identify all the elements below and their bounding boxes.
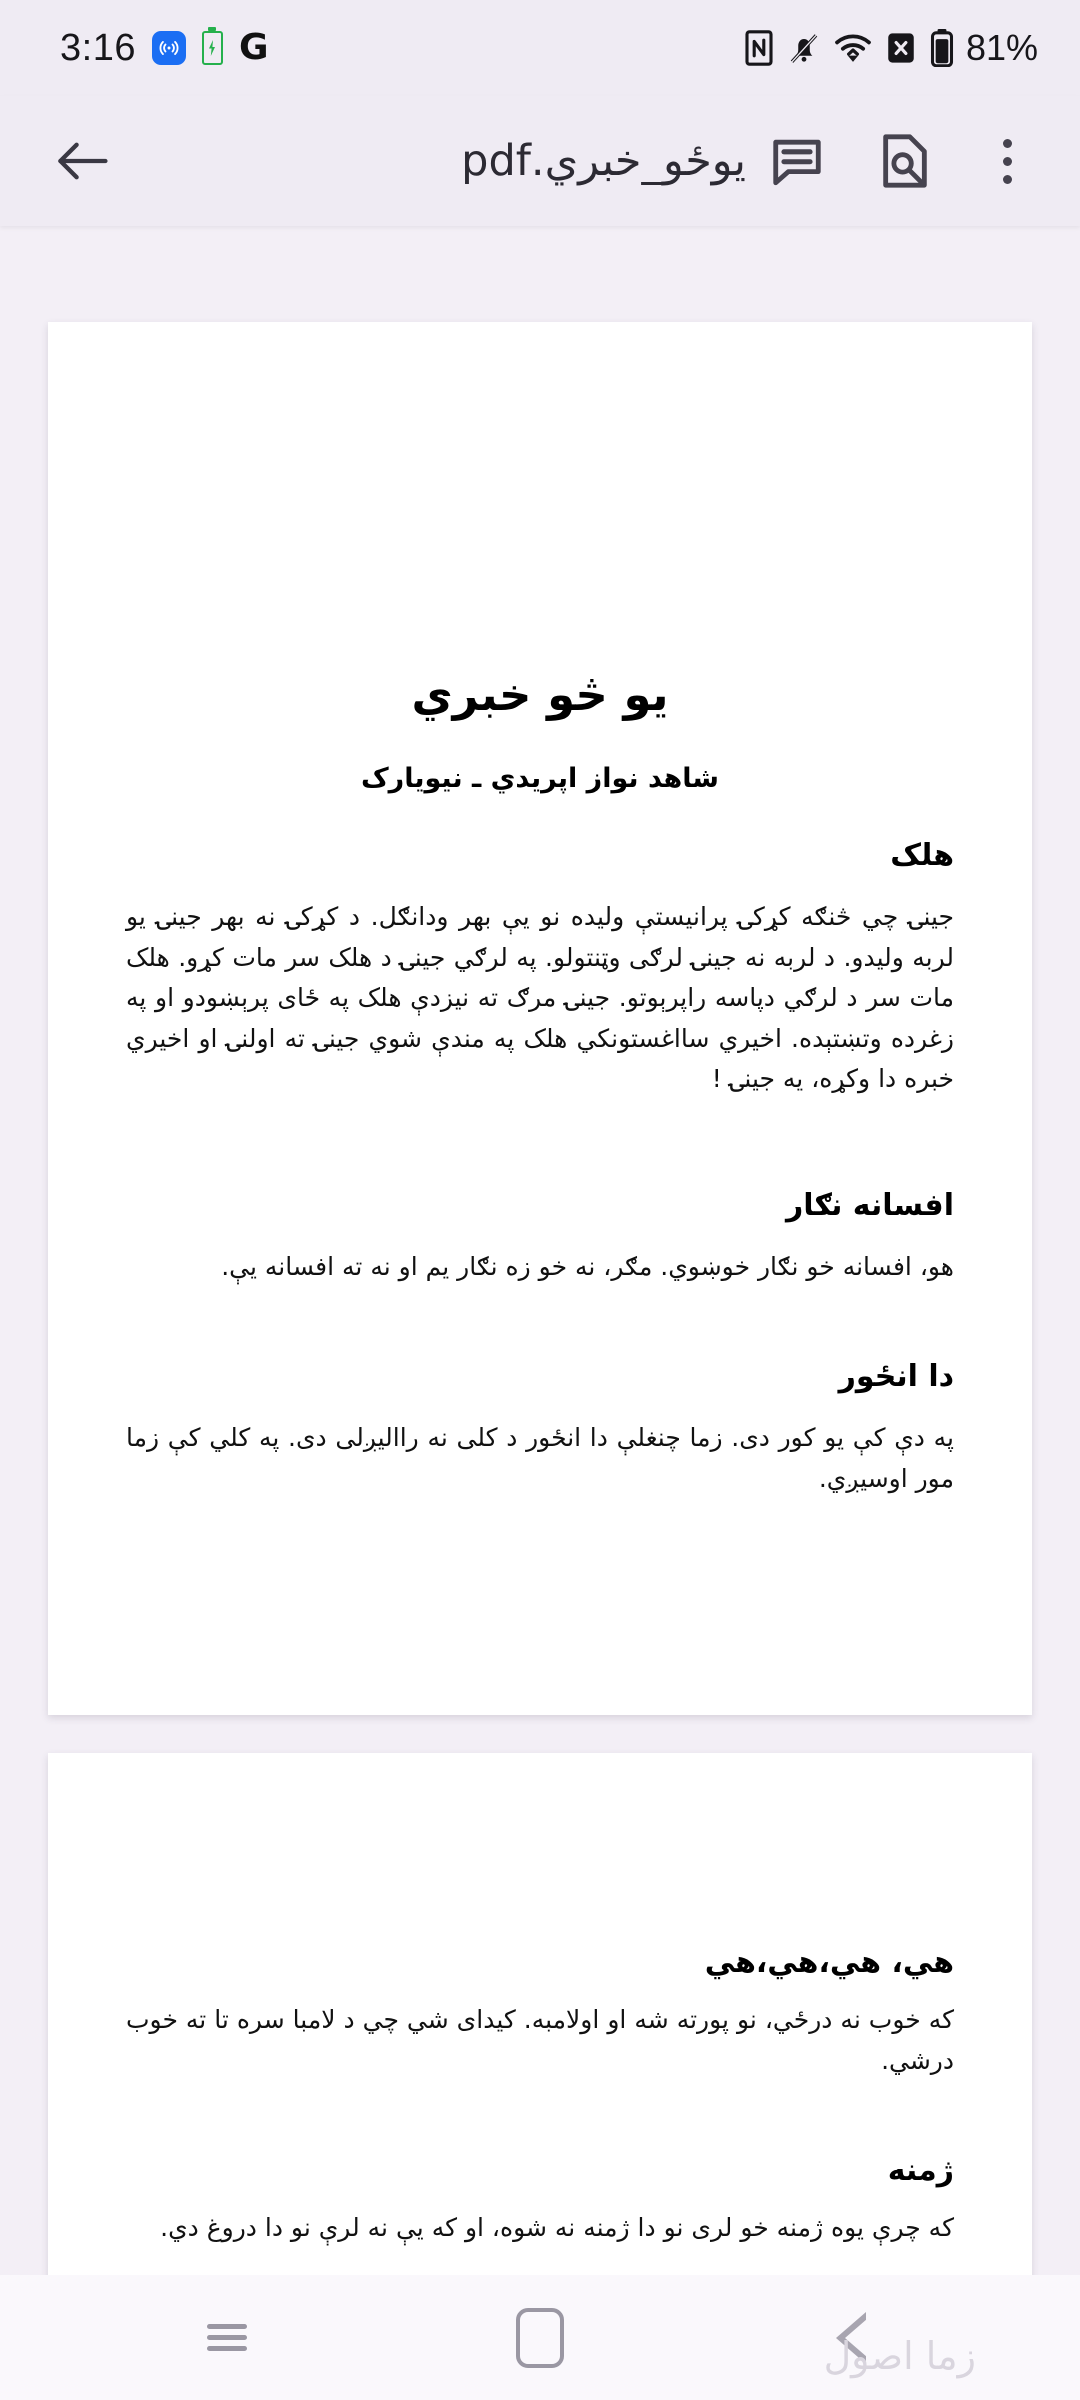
system-navigation-bar xyxy=(0,2275,1080,2400)
pdf-page-1[interactable] xyxy=(48,322,1032,1715)
battery-percent-label: 81% xyxy=(965,27,1038,68)
google-icon: G xyxy=(238,27,269,68)
section-heading-jamana: ژمنه xyxy=(887,2153,954,2188)
section-heading-halak: هلک xyxy=(890,838,954,873)
back-button[interactable] xyxy=(793,2288,913,2388)
status-bar xyxy=(0,0,1080,96)
comment-icon[interactable] xyxy=(764,128,830,194)
status-bar-left xyxy=(60,27,269,70)
section-body-jamana: که چرې یوه ژمنه خو لری نو دا ژمنه نه شوه، او که یې نه لرې نو دا دروغ دي. xyxy=(160,2213,954,2242)
status-clock: 3:16 xyxy=(60,26,136,69)
battery-icon xyxy=(930,29,954,67)
section-body-da-anzor: په دې کې یو کور دی. زما چنغلې دا انځور د کلی نه راالیږلی دی. په کلي کې زما مور اوسیږي. xyxy=(126,1423,954,1493)
nav-watermark-label: زما اصول xyxy=(823,2334,976,2378)
back-triangle-icon xyxy=(836,2312,870,2364)
section-body-hey: که خوب نه درځي، نو پورته شه او اولامبه. کیدای شي چي د لامبا سره تا ته خوب درشي. xyxy=(126,2005,954,2075)
section-body-halak: جینۍ چي څنګه کړکۍ پرانیستې ولیده نو یې بهر ودانګل. د کړکۍ نه بهر جینۍ یو لربه ولیدو. د لربه نه جینۍ لرګی وټنتولو. په لرګي جینۍ د هلک سر مات کړو. هلک مات سر د لرګي دپاسه راپرېوتو. جینۍ مرګ ته نیزدې هلک په ځای پرېښودو او په زغرده وتښتېده. اخیري سااغستونکي هلک په مندې شوي جینۍ ته اولنۍ او اخیري خبره دا وکړه، یه جینۍ ! xyxy=(126,902,954,1093)
home-button[interactable] xyxy=(480,2288,600,2388)
menu-dot xyxy=(1003,157,1012,166)
recents-icon xyxy=(207,2318,247,2357)
pdf-page-2[interactable] xyxy=(48,1753,1032,2275)
overflow-menu-icon[interactable] xyxy=(980,128,1034,194)
section-body-afsana-nigar: هو، افسانه خو نګار خوښوي. مګر، نه خو زه نګار یم او نه ته افسانه یې. xyxy=(221,1251,954,1281)
back-arrow-icon[interactable] xyxy=(40,119,124,203)
menu-dot xyxy=(1003,139,1012,148)
app-bar xyxy=(0,96,1080,226)
battery-charging-icon xyxy=(202,31,223,65)
nfc-icon xyxy=(744,30,774,66)
section-heading-afsana-nigar: افسانه نګار xyxy=(786,1187,954,1223)
recents-button[interactable] xyxy=(167,2288,287,2388)
document-title: یوځو_خبري.pdf xyxy=(461,136,746,186)
home-icon xyxy=(516,2308,564,2368)
article-byline: شاهد نواز اپریدي ـ نیویارک xyxy=(361,763,719,794)
article-title: یو څو خبري xyxy=(411,668,669,721)
wifi-icon xyxy=(834,31,872,65)
section-heading-hey: هي، هي،هي،هي xyxy=(704,1945,954,1980)
status-bar-right xyxy=(744,27,1038,69)
bell-muted-icon xyxy=(788,30,820,66)
menu-dot xyxy=(1003,175,1012,184)
sim-off-icon xyxy=(886,31,916,65)
pdf-viewer[interactable] xyxy=(0,226,1080,2275)
cast-icon xyxy=(152,31,186,65)
find-in-document-icon[interactable] xyxy=(872,128,938,194)
app-bar-actions xyxy=(764,128,1040,194)
section-heading-da-anzor: دا انځور xyxy=(838,1359,954,1394)
